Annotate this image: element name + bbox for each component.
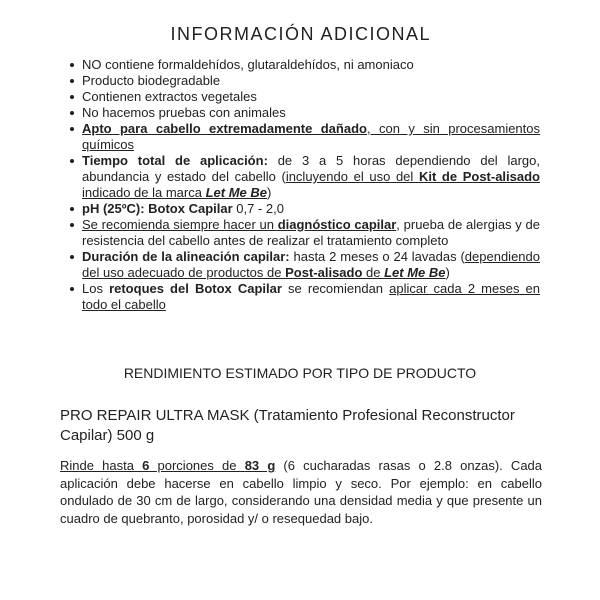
page-title: INFORMACIÓN ADICIONAL [170,24,432,44]
text-run: porciones de [149,458,245,473]
bullet-icon [70,255,74,259]
text-run: 0,7 - 2,0 [232,201,284,216]
text-run: Apto para cabello extremadamente dañado [82,121,367,136]
text-run: Contienen extractos vegetales [82,89,257,104]
bullet-icon [70,63,74,67]
text-run: aplicar cada 2 meses en todo el cabello [82,281,540,312]
bullet-item [82,73,540,89]
text-run: Let Me Be [384,265,446,280]
text-run: Post-alisado [285,265,363,280]
text-run: de 3 a 5 horas dependiendo del largo, abundancia y estado del cabello ( [82,153,541,184]
text-run: (6 cucharadas rasas o 2.8 onzas). Cada aplicación debe hacerse en cabello limpio y seco. Por ejemplo: en cabello ondulado de 30 cm de largo, considerando una densidad media y que presente un cuadro de quebranto, porosidad y/ o resequedad bajo. [60,458,543,526]
text-run: Let Me Be [205,185,267,200]
text-run: se recomiendan [281,281,390,296]
text-run: Tiempo total de aplicación: [82,153,268,168]
text-run: ) [266,185,272,200]
text-run: Rinde hasta [60,458,143,473]
text-run: de [362,265,385,280]
text-run: dependiendo del uso adecuado de productos de [82,249,540,280]
text-run: ) [445,265,450,280]
text-run: Kit de Post-alisado [418,169,540,184]
text-run: No hacemos pruebas con animales [82,105,286,120]
bullet-icon [70,95,74,99]
bullet-icon [70,287,74,291]
product-title: PRO REPAIR ULTRA MASK (Tratamiento Profesional Reconstructor Capilar) 500 g [60,407,515,444]
bullet-item [82,89,540,105]
text-run: diagnóstico capilar [277,217,397,232]
info-list [82,57,540,313]
text-run: Los [82,281,110,296]
bullet-icon [70,127,74,131]
bullet-item [82,201,540,217]
text-run: NO contiene formaldehídos, glutaraldehídos, ni amoniaco [82,57,414,72]
text-run: , con y sin procesamientos químicos [82,121,541,152]
bullet-item [82,249,540,281]
text-run: Producto biodegradable [82,73,221,88]
product-description [60,457,542,527]
text-run: retoques del Botox Capilar [109,281,282,296]
text-run: pH (25ºC): Botox Capilar [82,201,233,216]
text-run: indicado de la marca [82,185,206,200]
bullet-icon [70,111,74,115]
bullet-icon [70,159,74,163]
bullet-item [82,281,540,313]
bullet-item [82,57,540,73]
text-run: Se recomienda siempre hacer un [82,217,278,232]
text-run: , prueba de alergias y de resistencia del cabello antes de realizar el tratamiento completo [82,217,540,248]
bullet-item [82,105,540,121]
text-run: 83 g [244,458,276,473]
bullet-item [82,217,540,249]
text-run: 6 [142,458,150,473]
section-heading: RENDIMIENTO ESTIMADO POR TIPO DE PRODUCTO [123,365,477,381]
bullet-item [82,153,540,201]
bullet-icon [70,207,74,211]
bullet-icon [70,79,74,83]
text-run: incluyendo el uso del [285,169,419,184]
text-run: hasta 2 meses o 24 lavadas ( [289,249,465,264]
bullet-item [82,121,540,153]
text-run: Duración de la alineación capilar: [82,249,290,264]
bullet-icon [70,223,74,227]
